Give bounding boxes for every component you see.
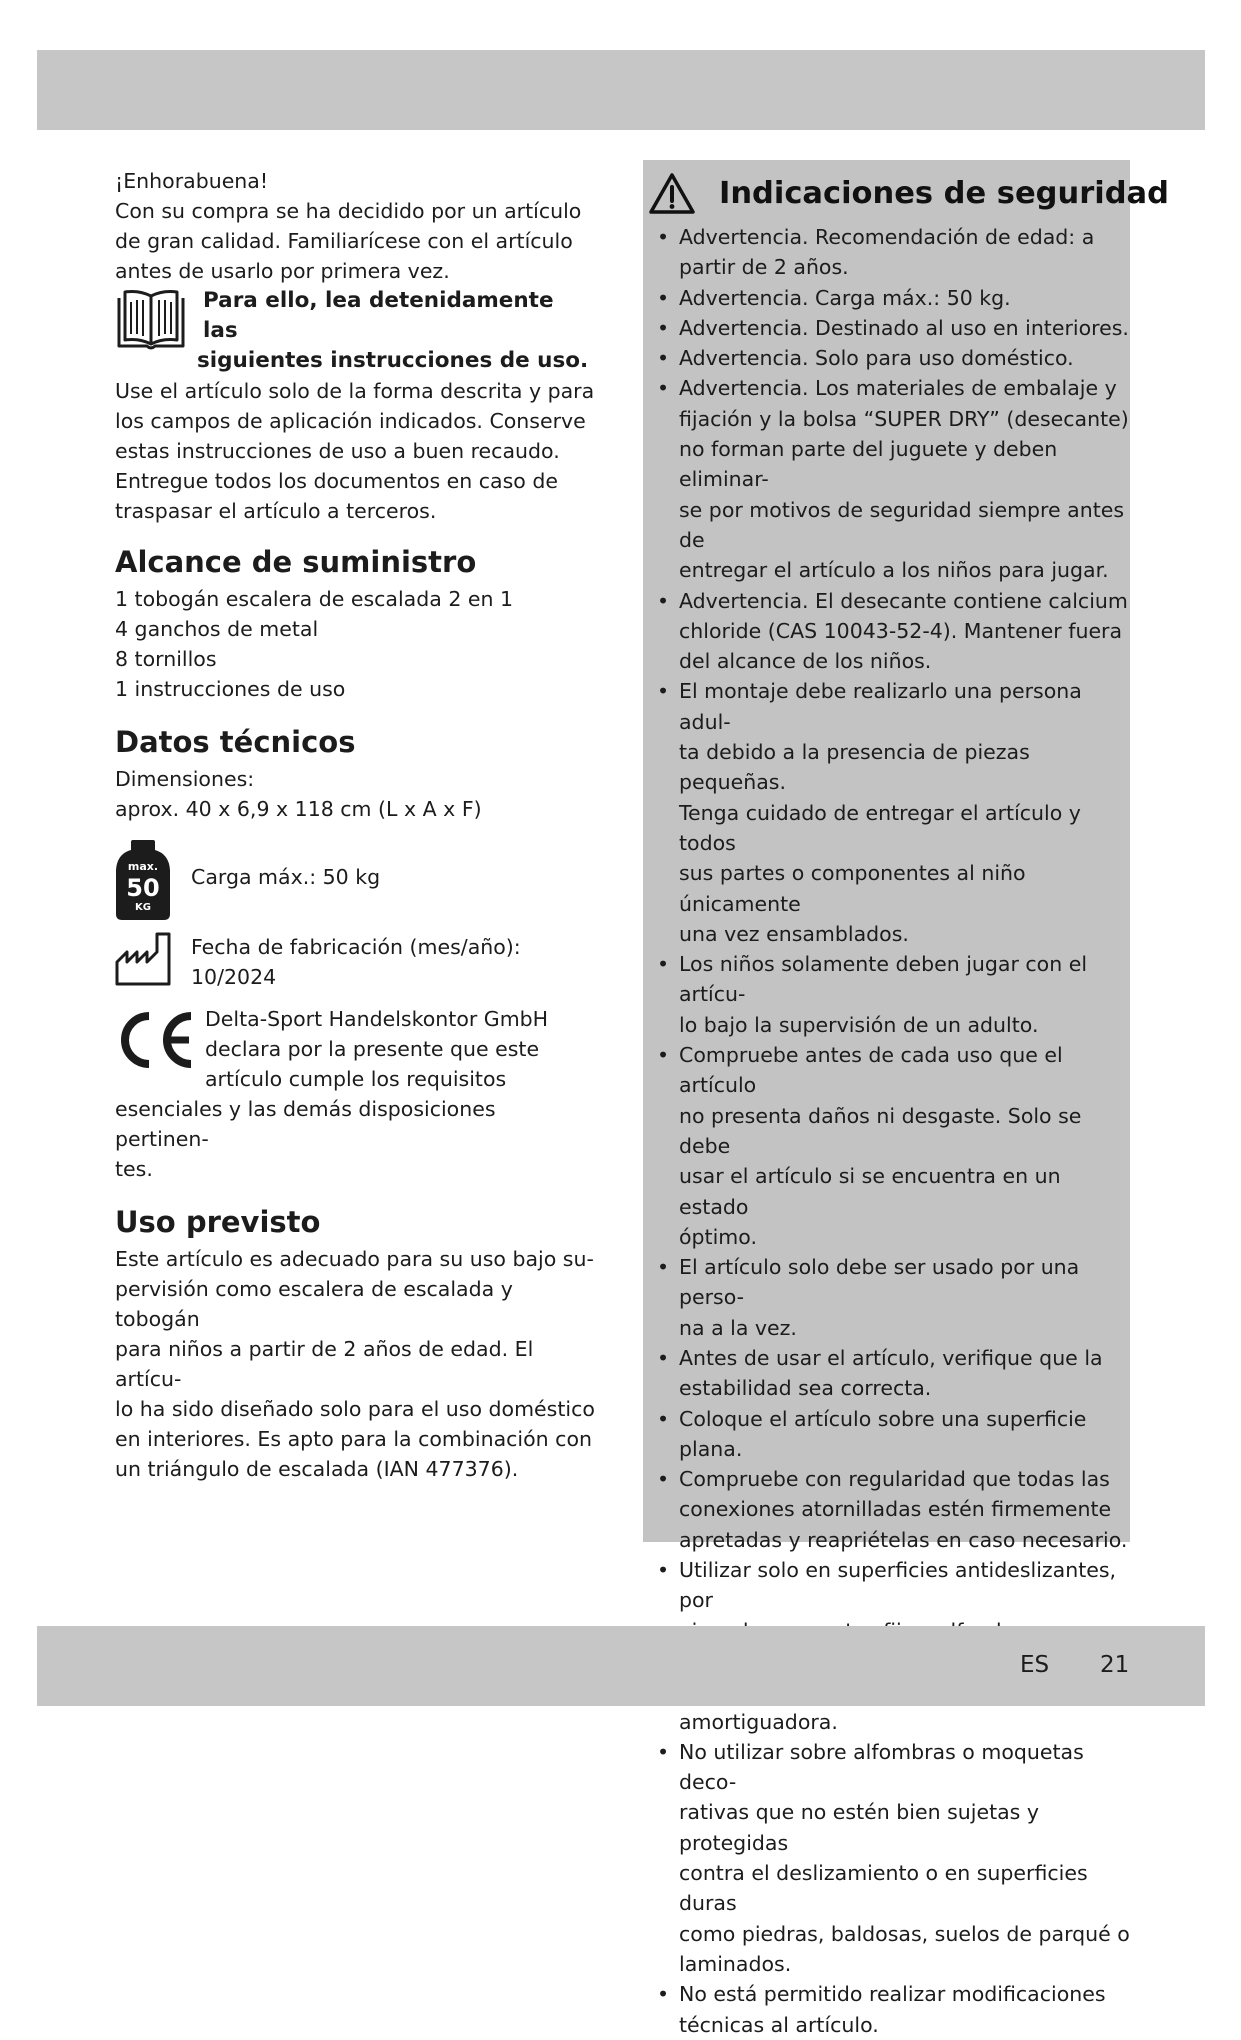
safety-item-line: • Compruebe antes de cada uso que el artículo <box>679 1043 1063 1098</box>
safety-item-line: na a la vez. <box>679 1315 797 1340</box>
intended-use-heading: Uso previsto <box>115 1205 321 1239</box>
safety-item-line: • No utilizar sobre alfombras o moquetas deco- <box>679 1739 1084 1795</box>
left-column <box>115 166 595 1484</box>
read-line: Para ello, lea detenidamente las <box>203 288 554 343</box>
safety-item-line: • Antes de usar el artículo, verifique que la <box>679 1345 1103 1370</box>
safety-item <box>649 1464 1130 1555</box>
safety-item-line: partir de 2 años. <box>679 255 849 280</box>
safety-item <box>649 1404 1130 1465</box>
safety-item-line: chloride (CAS 10043-52-4). Mantener fuera <box>679 618 1123 643</box>
safety-item <box>649 373 1130 585</box>
safety-item-line: • Advertencia. Recomendación de edad: a <box>679 225 1095 249</box>
usage-line: Use el artículo solo de la forma descrita y para <box>115 379 595 403</box>
safety-item-line: • Advertencia. Destinado al uso en interiores. <box>679 315 1129 340</box>
footer-language: ES <box>1020 1652 1050 1678</box>
safety-item-line: técnicas al artículo. <box>679 2012 879 2037</box>
ce-declaration <box>205 1004 548 1094</box>
supply-item: 8 tornillos <box>115 647 217 671</box>
safety-item-line: fijación y la bolsa “SUPER DRY” (desecante) <box>679 406 1129 431</box>
safety-item-line: Tenga cuidado de entregar el artículo y todos <box>679 800 1081 855</box>
ce-declaration-tail <box>115 1094 595 1184</box>
supply-list <box>115 584 595 704</box>
header-band <box>37 50 1205 130</box>
safety-item-line: estabilidad sea correcta. <box>679 1376 932 1401</box>
safety-item-line: • No está permitido realizar modificaciones <box>679 1982 1106 2007</box>
ce-tail-line: tes. <box>115 1157 153 1181</box>
usage-line: traspasar el artículo a terceros. <box>115 499 437 523</box>
safety-title: Indicaciones de seguridad <box>719 175 1169 211</box>
max-load-row <box>115 840 595 920</box>
safety-item-line: plana. <box>679 1436 743 1461</box>
safety-item-line: se por motivos de seguridad siempre antes de <box>679 497 1125 552</box>
safety-item-line: • Advertencia. El desecante contiene calcium <box>679 588 1128 613</box>
safety-header <box>649 170 1169 216</box>
safety-item <box>649 1252 1130 1343</box>
safety-item-line: óptimo. <box>679 1224 757 1249</box>
supply-item: 1 tobogán escalera de escalada 2 en 1 <box>115 587 514 611</box>
intro-line: de gran calidad. Familiarícese con el artículo <box>115 229 573 253</box>
usage-line: Entregue todos los documentos en caso de <box>115 469 558 493</box>
weight-icon-value: 50 <box>126 874 160 902</box>
weight-icon-max: max. <box>127 860 159 873</box>
safety-item-line: una vez ensamblados. <box>679 921 909 946</box>
safety-item-line: • Coloque el artículo sobre una superficie <box>679 1406 1087 1431</box>
intro-line: ¡Enhorabuena! <box>115 169 269 193</box>
safety-list <box>649 222 1130 2040</box>
safety-item <box>649 586 1130 677</box>
ce-line: Delta-Sport Handelskontor GmbH <box>205 1007 549 1031</box>
safety-item <box>649 1343 1130 1404</box>
ce-tail-line: esenciales y las demás disposiciones pertinen- <box>115 1097 496 1151</box>
read-instructions-text <box>197 286 595 376</box>
page-number: 21 <box>1100 1652 1130 1678</box>
safety-item-line: • Compruebe con regularidad que todas las <box>679 1467 1110 1492</box>
safety-item-line: • Utilizar solo en superficies antideslizantes, por <box>679 1558 1117 1613</box>
supply-heading: Alcance de suministro <box>115 545 477 579</box>
safety-item-line: amortiguadora. <box>679 1709 838 1734</box>
safety-item-line: laminados. <box>679 1951 792 1976</box>
safety-item <box>649 1979 1130 2040</box>
warning-triangle-icon <box>649 172 695 214</box>
dimensions-value: aprox. 40 x 6,9 x 118 cm (L x A x F) <box>115 797 482 821</box>
manufacture-value: 10/2024 <box>191 965 277 989</box>
safety-item-line: contra el deslizamiento o en superficies duras <box>679 1861 1088 1916</box>
safety-item-line: • El artículo solo debe ser usado por una perso- <box>679 1255 1080 1310</box>
intended-use-line: un triángulo de escalada (IAN 477376). <box>115 1457 519 1481</box>
safety-item-line: • Advertencia. Solo para uso doméstico. <box>679 346 1074 371</box>
safety-item <box>649 343 1130 373</box>
intended-use-line: pervisión como escalera de escalada y tobogán <box>115 1277 513 1331</box>
supply-item: 1 instrucciones de uso <box>115 677 346 701</box>
dimensions-label: Dimensiones: <box>115 767 255 791</box>
ce-line: artículo cumple los requisitos <box>205 1067 507 1091</box>
tech-heading: Datos técnicos <box>115 725 356 759</box>
safety-item-line: no forman parte del juguete y deben eliminar- <box>679 437 1058 492</box>
manufacture-label: Fecha de fabricación (mes/año): <box>191 935 521 959</box>
read-instructions-note <box>115 286 595 376</box>
max-load-text: Carga máx.: 50 kg <box>191 865 381 889</box>
safety-item-line: lo bajo la supervisión de un adulto. <box>679 1012 1039 1037</box>
safety-item-line: rativas que no estén bien sujetas y protegidas <box>679 1800 1039 1855</box>
read-line: siguientes instrucciones de uso. <box>197 348 589 373</box>
weight-icon <box>115 840 171 920</box>
ce-row <box>115 1004 595 1094</box>
safety-item-line: como piedras, baldosas, suelos de parqué o <box>679 1921 1130 1946</box>
safety-item <box>649 1040 1130 1252</box>
ce-mark-icon <box>115 1010 195 1070</box>
manufacture-row <box>115 932 595 992</box>
usage-note <box>115 376 595 526</box>
safety-item-line: • Advertencia. Carga máx.: 50 kg. <box>679 285 1011 310</box>
ce-line: declara por la presente que este <box>205 1037 540 1061</box>
intended-use-line: Este artículo es adecuado para su uso bajo su- <box>115 1247 594 1271</box>
safety-item-line: sus partes o componentes al niño únicamente <box>679 861 1026 916</box>
usage-line: los campos de aplicación indicados. Conserve <box>115 409 586 433</box>
safety-item <box>649 313 1130 343</box>
safety-item <box>649 283 1130 313</box>
intended-use-line: lo ha sido diseñado solo para el uso doméstico <box>115 1397 595 1421</box>
safety-item-line: entregar el artículo a los niños para jugar. <box>679 558 1109 583</box>
safety-item-line: no presenta daños ni desgaste. Solo se debe <box>679 1103 1082 1158</box>
safety-item <box>649 949 1130 1040</box>
safety-item-line: ta debido a la presencia de piezas pequeñas. <box>679 740 1030 795</box>
supply-item: 4 ganchos de metal <box>115 617 319 641</box>
intro-text <box>115 166 595 286</box>
safety-item-line: • Advertencia. Los materiales de embalaje y <box>679 376 1117 401</box>
safety-item <box>649 222 1130 283</box>
usage-line: estas instrucciones de uso a buen recaudo. <box>115 439 560 463</box>
safety-item <box>649 676 1130 949</box>
manufacture-text <box>191 932 521 992</box>
intro-line: antes de usarlo por primera vez. <box>115 259 450 283</box>
open-book-icon <box>115 288 187 352</box>
safety-item-line: apretadas y reapriételas en caso necesario. <box>679 1527 1128 1552</box>
intended-use-line: en interiores. Es apto para la combinación con <box>115 1427 592 1451</box>
safety-item-line: del alcance de los niños. <box>679 649 932 674</box>
intended-use-line: para niños a partir de 2 años de edad. El artícu- <box>115 1337 534 1391</box>
manufacture-date-icon <box>115 932 171 986</box>
safety-item-line: • Los niños solamente deben jugar con el artícu- <box>679 952 1088 1007</box>
safety-item <box>649 1737 1130 1979</box>
dimensions <box>115 764 595 824</box>
safety-item-line: • El montaje debe realizarlo una persona adul- <box>679 679 1082 734</box>
safety-item-line: conexiones atornilladas estén firmemente <box>679 1497 1112 1522</box>
safety-item-line: usar el artículo si se encuentra en un estado <box>679 1164 1061 1219</box>
intro-line: Con su compra se ha decidido por un artículo <box>115 199 582 223</box>
weight-icon-unit: KG <box>135 902 151 913</box>
intended-use-text <box>115 1244 595 1484</box>
